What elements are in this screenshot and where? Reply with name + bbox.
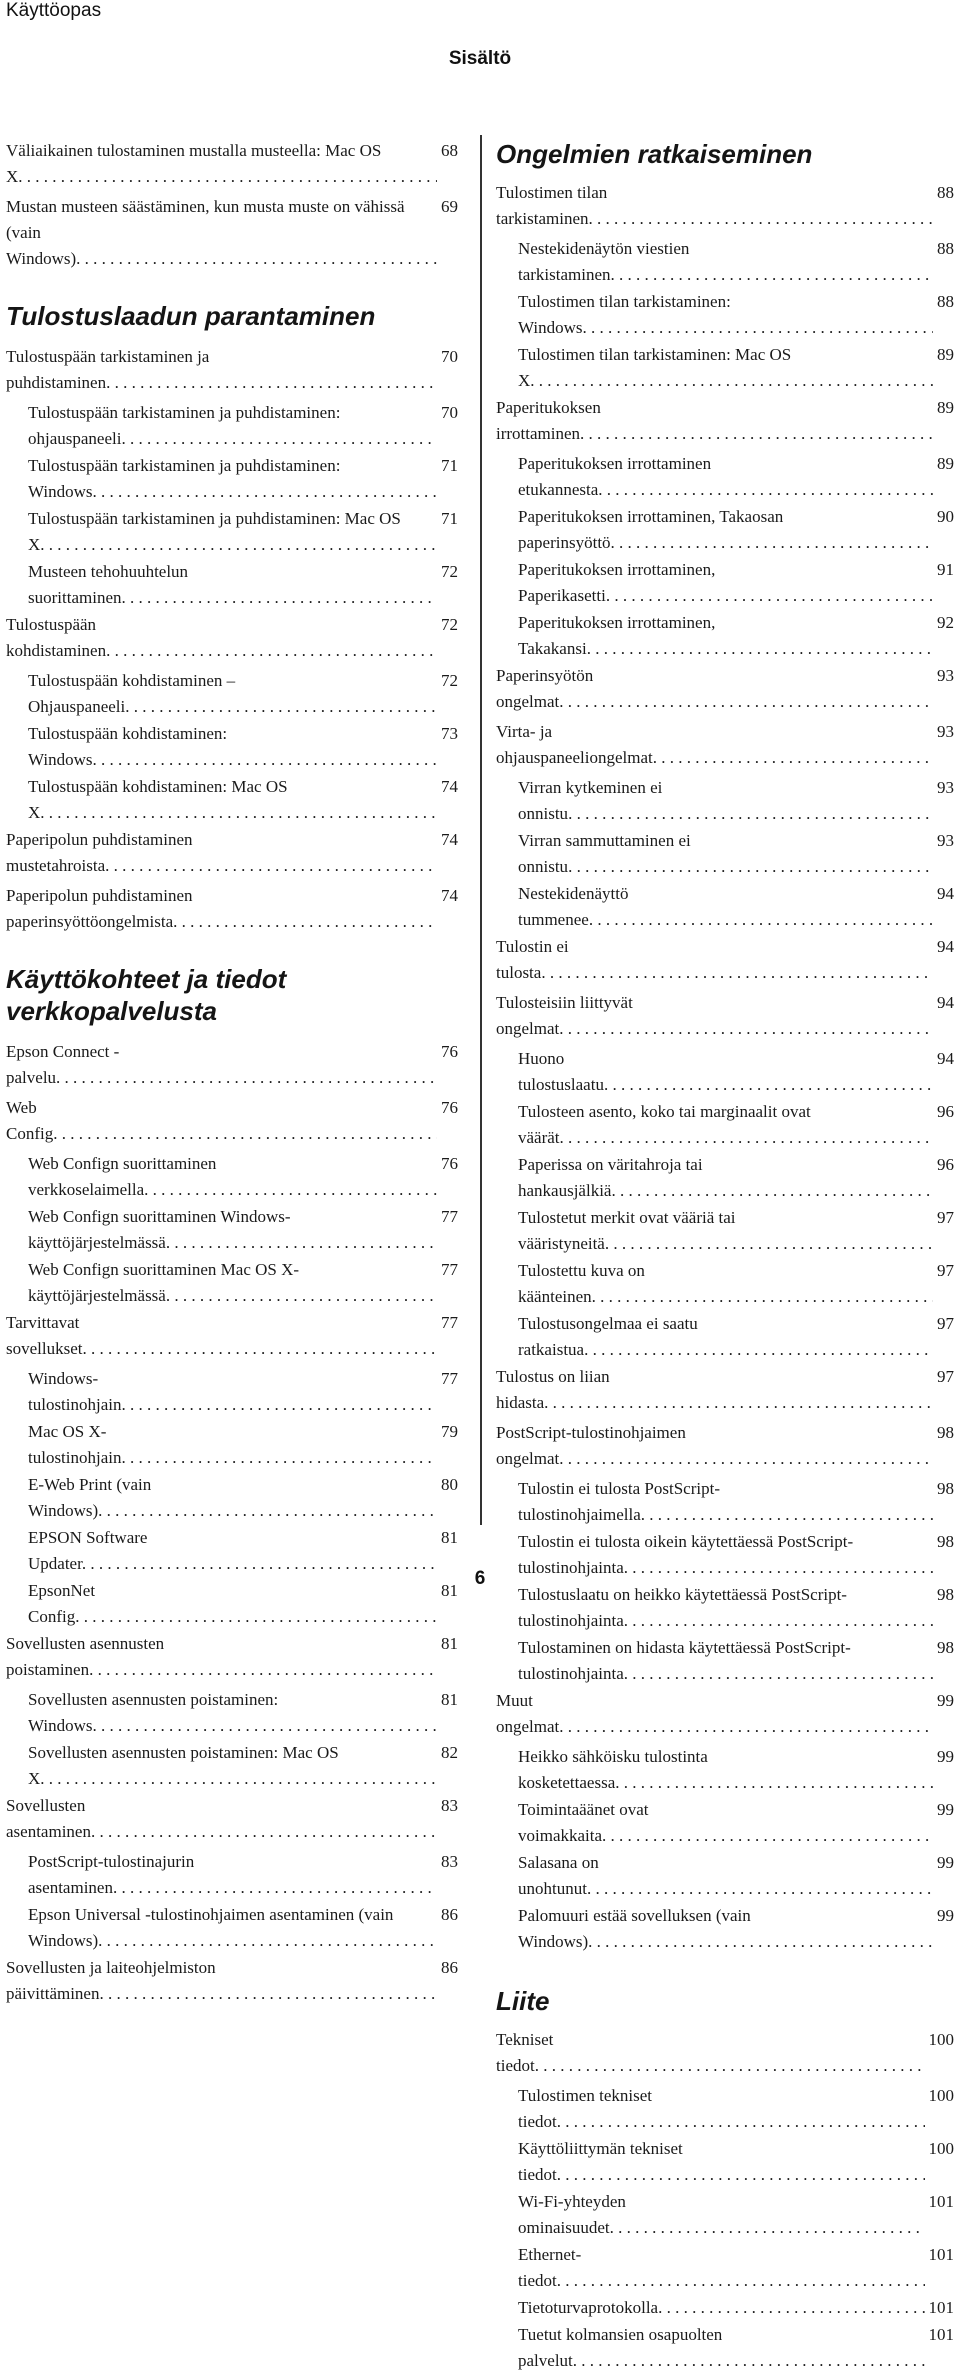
toc-entry-tulosteisiin-liittyvat-ongelmat[interactable] — [496, 990, 954, 1042]
toc-entry-title: Paperissa on väritahroja tai hankausjälkiä — [518, 1155, 703, 1200]
toc-entry-title: PostScript-tulostinajurin asentaminen — [28, 1852, 195, 1897]
dot-leader — [559, 1717, 933, 1736]
toc-entry-title: Sovellusten asentaminen — [6, 1796, 91, 1841]
dot-leader — [580, 424, 933, 443]
toc-entry-paperissa-on-varitahroja-tai-hankausjalkia[interactable] — [496, 1152, 954, 1204]
toc-entry-page: 93 — [933, 775, 954, 801]
toc-entry-palomuuri-estaa-sovelluksen-vain-windows[interactable] — [496, 1903, 954, 1955]
dot-leader — [587, 1879, 933, 1898]
section-heading-kayttokohteet-ja-tiedot-verkkopalvelusta: Käyttökohteet ja tiedot verkkopalvelusta — [6, 964, 287, 1026]
toc-entry-title: Windows-tulostinohjain — [28, 1369, 122, 1414]
toc-entry-paperitukoksen-irrottaminen-takaosan-paperinsyot[interactable] — [496, 504, 954, 556]
toc-entry-musteen-tehohuuhtelun-suorittaminen[interactable] — [6, 559, 458, 611]
toc-entry-page: 99 — [933, 1688, 954, 1714]
toc-entry-title: Väliaikainen tulostaminen mustalla musteella: Mac OS X — [6, 141, 382, 186]
toc-entry-page: 81 — [437, 1525, 458, 1551]
toc-entry-page: 94 — [933, 990, 954, 1016]
dot-leader — [604, 1075, 933, 1094]
toc-entry-page: 83 — [437, 1849, 458, 1875]
toc-entry-tulostimen-tilan-tarkistaminen-mac-os-x[interactable] — [496, 342, 954, 394]
toc-entry-title: Tulostusongelmaa ei saatu ratkaistua — [518, 1314, 698, 1359]
toc-entry-tarvittavat-sovellukset[interactable] — [6, 1310, 458, 1362]
toc-entry-title: Paperitukoksen irrottaminen, Takaosan paperinsyöttö — [518, 507, 784, 552]
toc-entry-page: 101 — [925, 2322, 955, 2348]
toc-entry-title: Tulostuspään kohdistaminen — [6, 615, 107, 660]
toc-entry-page: 100 — [925, 2027, 955, 2053]
dot-leader — [559, 1449, 933, 1468]
toc-entry-tuetut-kolmansien-osapuolten-palvelut[interactable] — [496, 2322, 954, 2374]
toc-entry-title: Web Confign suorittaminen Mac OS X-käyttöjärjestelmässä — [28, 1260, 300, 1305]
toc-entry-title: Huono tulostuslaatu — [518, 1049, 604, 1094]
dot-leader — [559, 1019, 933, 1038]
toc-entry-title: Tietoturvaprotokolla — [518, 2298, 659, 2317]
dot-leader — [589, 209, 933, 228]
toc-entry-paperitukoksen-irrottaminen-etukannesta[interactable] — [496, 451, 954, 503]
toc-entry-page: 97 — [933, 1258, 954, 1284]
toc-entry-title: Virran kytkeminen ei onnistu — [518, 778, 663, 823]
toc-entry-page: 69 — [437, 194, 458, 220]
toc-entry-title: Paperitukoksen irrottaminen, Takakansi — [518, 613, 716, 658]
toc-entry-title: Paperitukoksen irrottaminen etukannesta — [518, 454, 712, 499]
toc-entry-title: Mac OS X-tulostinohjain — [28, 1422, 122, 1467]
dot-leader — [658, 2298, 924, 2317]
toc-entry-tulostuspaan-tarkistaminen-ja-puhdistaminen-mac-[interactable] — [6, 506, 458, 558]
dot-leader — [568, 857, 933, 876]
dot-leader — [589, 910, 933, 929]
toc-entry-page: 94 — [933, 1046, 954, 1072]
dot-leader — [76, 249, 437, 268]
dot-leader — [173, 912, 437, 931]
toc-entry-tulostus-on-liian-hidasta[interactable] — [496, 1364, 954, 1416]
toc-entry-title: Tulosteen asento, koko tai marginaalit ovat väärät — [518, 1102, 811, 1147]
toc-entry-web-confign-suorittaminen-mac-os-x-kayttojarjest[interactable] — [6, 1257, 458, 1309]
dot-leader — [89, 1660, 437, 1679]
toc-entry-tulostetut-merkit-ovat-vaaria-tai-vaaristyneita[interactable] — [496, 1205, 954, 1257]
dot-leader — [105, 856, 437, 875]
toc-entry-title: Tulostettu kuva on käänteinen — [518, 1261, 645, 1306]
toc-entry-page: 93 — [933, 663, 954, 689]
toc-entry-title: Tulostuspään tarkistaminen ja puhdistaminen — [6, 347, 210, 392]
dot-leader — [40, 535, 437, 554]
toc-entry-title: Mustan musteen säästäminen, kun musta muste on vähissä (vain Windows) — [6, 197, 405, 268]
toc-entry-page: 83 — [437, 1793, 458, 1819]
toc-entry-page: 77 — [437, 1257, 458, 1283]
toc-entry-page: 79 — [437, 1419, 458, 1445]
toc-entry-page: 72 — [437, 612, 458, 638]
toc-entry-sovellusten-asennusten-poistaminen[interactable] — [6, 1631, 458, 1683]
toc-entry-page: 80 — [437, 1472, 458, 1498]
dot-leader — [624, 1664, 933, 1683]
toc-entry-page: 99 — [933, 1850, 954, 1876]
toc-entry-page: 89 — [933, 395, 954, 421]
toc-entry-page: 70 — [437, 400, 458, 426]
dot-leader — [584, 1340, 933, 1359]
toc-entry-page: 74 — [437, 883, 458, 909]
toc-entry-paperitukoksen-irrottaminen-paperikasetti[interactable] — [496, 557, 954, 609]
toc-entry-page: 90 — [933, 504, 954, 530]
toc-entry-page: 98 — [933, 1476, 954, 1502]
dot-leader — [166, 1286, 437, 1305]
toc-entry-page: 94 — [933, 881, 954, 907]
toc-entry-tulostin-ei-tulosta-postscript-tulostinohjaimell[interactable] — [496, 1476, 954, 1528]
toc-entry-page: 93 — [933, 828, 954, 854]
toc-entry-valiaikainen-tulostaminen-mustalla-musteella-mac[interactable] — [6, 138, 458, 190]
dot-leader — [122, 1395, 438, 1414]
toc-entry-tulostin-ei-tulosta[interactable] — [496, 934, 954, 986]
toc-entry-title: Tulostin ei tulosta — [496, 937, 569, 982]
toc-entry-page: 96 — [933, 1099, 954, 1125]
dot-leader — [587, 639, 933, 658]
toc-entry-tulostuspaan-kohdistaminen[interactable] — [6, 612, 458, 664]
toc-entry-tulosteen-asento-koko-tai-marginaalit-ovat-vaara[interactable] — [496, 1099, 954, 1151]
dot-leader — [611, 533, 933, 552]
toc-entry-page: 72 — [437, 559, 458, 585]
toc-entry-page: 99 — [933, 1744, 954, 1770]
toc-entry-page: 70 — [437, 344, 458, 370]
toc-entry-page: 99 — [933, 1903, 954, 1929]
dot-leader — [99, 1984, 437, 2003]
dot-leader — [559, 692, 933, 711]
toc-entry-tulostuspaan-kohdistaminen-ohjauspaneeli[interactable] — [6, 668, 458, 720]
toc-entry-page: 81 — [437, 1687, 458, 1713]
toc-entry-heikko-sahkoisku-tulostinta-kosketettaessa[interactable] — [496, 1744, 954, 1796]
dot-leader — [83, 1339, 438, 1358]
toc-entry-sovellusten-asentaminen[interactable] — [6, 1793, 458, 1845]
toc-entry-title: Wi-Fi-yhteyden ominaisuudet — [518, 2192, 626, 2237]
toc-entry-kayttoliittyman-tekniset-tiedot[interactable] — [496, 2136, 954, 2188]
toc-entry-title: Tulostaminen on hidasta käytettäessä PostScript-tulostinohjainta — [518, 1638, 851, 1683]
toc-entry-page: 101 — [925, 2189, 955, 2215]
toc-entry-muut-ongelmat[interactable] — [496, 1688, 954, 1740]
dot-leader — [92, 1716, 437, 1735]
toc-entry-title: Paperinsyötön ongelmat — [496, 666, 594, 711]
toc-entry-page: 76 — [437, 1151, 458, 1177]
toc-entry-title: Tulostetut merkit ovat vääriä tai vääristyneitä — [518, 1208, 736, 1253]
toc-entry-page: 86 — [437, 1902, 458, 1928]
dot-leader — [75, 1607, 437, 1626]
toc-entry-title: Paperipolun puhdistaminen paperinsyöttöongelmista — [6, 886, 193, 931]
dot-leader — [588, 1932, 933, 1951]
toc-entry-title: Salasana on unohtunut — [518, 1853, 599, 1898]
toc-entry-title: Virta- ja ohjauspaneeliongelmat — [496, 722, 653, 767]
toc-entry-toimintaaanet-ovat-voimakkaita[interactable] — [496, 1797, 954, 1849]
toc-entry-e-web-print-vain-windows[interactable] — [6, 1472, 458, 1524]
toc-entry-epson-connect-palvelu[interactable] — [6, 1039, 458, 1091]
dot-leader — [40, 1769, 437, 1788]
toc-entry-title: Muut ongelmat — [496, 1691, 560, 1736]
toc-entry-title: Sovellusten asennusten poistaminen: Mac OS X — [28, 1743, 339, 1788]
toc-left-column — [6, 138, 458, 2011]
dot-leader — [592, 1287, 933, 1306]
toc-entry-paperitukoksen-irrottaminen[interactable] — [496, 395, 954, 447]
toc-entry-page: 100 — [925, 2083, 955, 2109]
dot-leader — [56, 1068, 437, 1087]
dot-leader — [557, 2112, 925, 2131]
guide-title: Käyttöopas — [6, 0, 102, 21]
toc-entry-epson-universal-tulostinohjaimen-asentaminen-vai[interactable] — [6, 1902, 458, 1954]
toc-entry-virta-ja-ohjauspaneeliongelmat[interactable] — [496, 719, 954, 771]
toc-right-column — [496, 138, 954, 2375]
dot-leader — [121, 429, 437, 448]
toc-entry-page: 74 — [437, 827, 458, 853]
dot-leader — [122, 1448, 438, 1467]
dot-leader — [92, 750, 437, 769]
toc-entry-page: 97 — [933, 1311, 954, 1337]
toc-entry-page: 89 — [933, 451, 954, 477]
dot-leader — [53, 1124, 437, 1143]
toc-entry-title: Nestekidenäytön viestien tarkistaminen — [518, 239, 690, 284]
toc-entry-page: 101 — [925, 2295, 955, 2321]
toc-entry-page: 89 — [933, 342, 954, 368]
dot-leader — [18, 167, 437, 186]
toc-entry-title: Sovellusten asennusten poistaminen: Windows — [28, 1690, 279, 1735]
toc-entry-web-confign-suorittaminen-windows-kayttojarjeste[interactable] — [6, 1204, 458, 1256]
toc-entry-title: PostScript-tulostinohjaimen ongelmat — [496, 1423, 686, 1468]
toc-entry-title: Tulostuspään tarkistaminen ja puhdistaminen: Windows — [28, 456, 341, 501]
toc-entry-title: Nestekidenäyttö tummenee — [518, 884, 629, 929]
toc-entry-paperinsyoton-ongelmat[interactable] — [496, 663, 954, 715]
section-heading-ongelmien-ratkaiseminen: Ongelmien ratkaiseminen — [496, 139, 813, 169]
toc-entry-page: 98 — [933, 1635, 954, 1661]
toc-entry-title: Tulostin ei tulosta oikein käytettäessä PostScript-tulostinohjainta — [518, 1532, 854, 1577]
toc-entry-tekniset-tiedot[interactable] — [496, 2027, 954, 2079]
toc-entry-page: 94 — [933, 934, 954, 960]
toc-entry-mac-os-x-tulostinohjain[interactable] — [6, 1419, 458, 1471]
dot-leader — [641, 1505, 933, 1524]
toc-entry-tietoturvaprotokolla[interactable] — [496, 2295, 954, 2321]
toc-entry-sovellusten-ja-laiteohjelmiston-paivittaminen[interactable] — [6, 1955, 458, 2007]
toc-entry-paperitukoksen-irrottaminen-takakansi[interactable] — [496, 610, 954, 662]
dot-leader — [611, 1181, 933, 1200]
toc-entry-title: Tulostuspään kohdistaminen – Ohjauspaneeli — [28, 671, 236, 716]
toc-entry-sovellusten-asennusten-poistaminen-windows[interactable] — [6, 1687, 458, 1739]
toc-entry-page: 82 — [437, 1740, 458, 1766]
dot-leader — [98, 1501, 437, 1520]
dot-leader — [573, 2351, 925, 2370]
toc-entry-wi-fi-yhteyden-ominaisuudet[interactable] — [496, 2189, 954, 2241]
toc-entry-title: Tulostuspään kohdistaminen: Mac OS X — [28, 777, 288, 822]
toc-entry-sovellusten-asennusten-poistaminen-mac-os-x[interactable] — [6, 1740, 458, 1792]
section-heading-tulostuslaadun-parantaminen: Tulostuslaadun parantaminen — [6, 301, 376, 331]
toc-entry-title: Web Confign suorittaminen Windows-käyttöjärjestelmässä — [28, 1207, 291, 1252]
toc-entry-title: Tulostimen tilan tarkistaminen: Mac OS X — [518, 345, 792, 390]
toc-entry-title: Sovellusten ja laiteohjelmiston päivittäminen — [6, 1958, 216, 2003]
toc-entry-title: Virran sammuttaminen ei onnistu — [518, 831, 691, 876]
toc-entry-title: Tarvittavat sovellukset — [6, 1313, 83, 1358]
toc-entry-title: Epson Universal -tulostinohjaimen asentaminen (vain Windows) — [28, 1905, 394, 1950]
toc-entry-page: 98 — [933, 1529, 954, 1555]
toc-entry-mustan-musteen-saastaminen-kun-musta-muste-on-va[interactable] — [6, 194, 458, 272]
toc-entry-page: 68 — [437, 138, 458, 164]
section-title: Sisältö — [448, 48, 512, 69]
toc-entry-page: 99 — [933, 1797, 954, 1823]
toc-entry-postscript-tulostinohjaimen-ongelmat[interactable] — [496, 1420, 954, 1472]
toc-entry-title: E-Web Print (vain Windows) — [28, 1475, 152, 1520]
toc-entry-postscript-tulostinajurin-asentaminen[interactable] — [6, 1849, 458, 1901]
dot-leader — [615, 1773, 933, 1792]
dot-leader — [568, 804, 933, 823]
dot-leader — [544, 1393, 933, 1412]
toc-entry-tulostuspaan-kohdistaminen-mac-os-x[interactable] — [6, 774, 458, 826]
toc-entry-title: Epson Connect -palvelu — [6, 1042, 120, 1087]
dot-leader — [557, 2271, 925, 2290]
toc-entry-paperipolun-puhdistaminen-mustetahroista[interactable] — [6, 827, 458, 879]
toc-entry-web-confign-suorittaminen-verkkoselaimella[interactable] — [6, 1151, 458, 1203]
dot-leader — [560, 1128, 933, 1147]
toc-entry-tulostuspaan-tarkistaminen-ja-puhdistaminen-wind[interactable] — [6, 453, 458, 505]
column-divider — [480, 135, 482, 1525]
toc-entry-title: Tulostimen tilan tarkistaminen — [496, 183, 608, 228]
toc-entry-page: 77 — [437, 1310, 458, 1336]
toc-entry-page: 81 — [437, 1578, 458, 1604]
toc-entry-tulostuspaan-kohdistaminen-windows[interactable] — [6, 721, 458, 773]
dot-leader — [606, 586, 933, 605]
toc-entry-page: 71 — [437, 453, 458, 479]
toc-entry-salasana-on-unohtunut[interactable] — [496, 1850, 954, 1902]
dot-leader — [557, 2165, 925, 2184]
toc-entry-title: Paperitukoksen irrottaminen — [496, 398, 601, 443]
toc-entry-ethernet-tiedot[interactable] — [496, 2242, 954, 2294]
dot-leader — [610, 2218, 925, 2237]
toc-entry-windows-tulostinohjain[interactable] — [6, 1366, 458, 1418]
toc-entry-tulostimen-tekniset-tiedot[interactable] — [496, 2083, 954, 2135]
toc-entry-page: 97 — [933, 1364, 954, 1390]
toc-entry-title: Paperitukoksen irrottaminen, Paperikasetti — [518, 560, 716, 605]
dot-leader — [125, 697, 437, 716]
toc-entry-tulostettu-kuva-on-kaanteinen[interactable] — [496, 1258, 954, 1310]
toc-entry-page: 101 — [925, 2242, 955, 2268]
toc-entry-title: Tulostuspään tarkistaminen ja puhdistaminen: ohjauspaneeli — [28, 403, 341, 448]
dot-leader — [144, 1180, 437, 1199]
toc-entry-web-config[interactable] — [6, 1095, 458, 1147]
toc-entry-page: 91 — [933, 557, 954, 583]
dot-leader — [605, 1234, 933, 1253]
toc-entry-title: Tulosteisiin liittyvät ongelmat — [496, 993, 633, 1038]
toc-entry-page: 88 — [933, 289, 954, 315]
toc-entry-page: 88 — [933, 236, 954, 262]
dot-leader — [598, 480, 933, 499]
dot-leader — [166, 1233, 437, 1252]
toc-entry-tulostusongelmaa-ei-saatu-ratkaistua[interactable] — [496, 1311, 954, 1363]
toc-entry-virran-kytkeminen-ei-onnistu[interactable] — [496, 775, 954, 827]
toc-entry-page: 92 — [933, 610, 954, 636]
dot-leader — [624, 1611, 933, 1630]
toc-entry-title: Web Confign suorittaminen verkkoselaimella — [28, 1154, 217, 1199]
toc-entry-title: Ethernet-tiedot — [518, 2245, 582, 2290]
dot-leader — [40, 803, 437, 822]
toc-entry-tulostimen-tilan-tarkistaminen[interactable] — [496, 180, 954, 232]
toc-entry-page: 98 — [933, 1420, 954, 1446]
toc-entry-title: Palomuuri estää sovelluksen (vain Windows) — [518, 1906, 751, 1951]
dot-leader — [98, 1931, 437, 1950]
toc-entry-title: Käyttöliittymän tekniset tiedot — [518, 2139, 683, 2184]
dot-leader — [541, 963, 933, 982]
toc-entry-tulostuspaan-tarkistaminen-ja-puhdistaminen[interactable] — [6, 344, 458, 396]
toc-entry-title: Tuetut kolmansien osapuolten palvelut — [518, 2325, 723, 2370]
toc-entry-title: EpsonNet Config — [28, 1581, 96, 1626]
toc-entry-title: Tulostimen tilan tarkistaminen: Windows — [518, 292, 731, 337]
toc-entry-page: 98 — [933, 1582, 954, 1608]
toc-entry-paperipolun-puhdistaminen-paperinsyottoongelmist[interactable] — [6, 883, 458, 935]
dot-leader — [602, 1826, 933, 1845]
dot-leader — [582, 318, 933, 337]
toc-entry-page: 77 — [437, 1204, 458, 1230]
toc-entry-page: 97 — [933, 1205, 954, 1231]
toc-entry-page: 77 — [437, 1366, 458, 1392]
toc-entry-page: 86 — [437, 1955, 458, 1981]
toc-entry-page: 74 — [437, 774, 458, 800]
toc-entry-virran-sammuttaminen-ei-onnistu[interactable] — [496, 828, 954, 880]
toc-entry-page: 93 — [933, 719, 954, 745]
dot-leader — [535, 2056, 925, 2075]
toc-entry-tulostaminen-on-hidasta-kaytettaessa-postscript-[interactable] — [496, 1635, 954, 1687]
toc-entry-title: Tulostuslaatu on heikko käytettäessä PostScript-tulostinohjainta — [518, 1585, 847, 1630]
toc-entry-title: Sovellusten asennusten poistaminen — [6, 1634, 165, 1679]
dot-leader — [92, 482, 437, 501]
toc-entry-title: Paperipolun puhdistaminen mustetahroista — [6, 830, 193, 875]
dot-leader — [121, 588, 437, 607]
toc-entry-page: 71 — [437, 506, 458, 532]
toc-entry-title: Tulostuspään tarkistaminen ja puhdistaminen: Mac OS X — [28, 509, 401, 554]
toc-entry-title: Tulostuspään kohdistaminen: Windows — [28, 724, 228, 769]
dot-leader — [653, 748, 933, 767]
section-heading-liite: Liite — [496, 1986, 550, 2016]
dot-leader — [611, 265, 933, 284]
toc-entry-title: Tulostin ei tulosta PostScript-tulostinohjaimella — [518, 1479, 720, 1524]
toc-entry-page: 88 — [933, 180, 954, 206]
toc-entry-title: EPSON Software Updater — [28, 1528, 148, 1573]
dot-leader — [106, 641, 437, 660]
toc-entry-title: Heikko sähköisku tulostinta kosketettaessa — [518, 1747, 708, 1792]
toc-entry-title: Musteen tehohuuhtelun suorittaminen — [28, 562, 189, 607]
toc-entry-page: 76 — [437, 1039, 458, 1065]
toc-entry-page: 73 — [437, 721, 458, 747]
toc-entry-title: Toimintaäänet ovat voimakkaita — [518, 1800, 649, 1845]
toc-entry-tulostimen-tilan-tarkistaminen-windows[interactable] — [496, 289, 954, 341]
toc-entry-nestekidenayton-viestien-tarkistaminen[interactable] — [496, 236, 954, 288]
dot-leader — [106, 373, 437, 392]
page-number: 6 — [474, 1568, 486, 1589]
toc-entry-huono-tulostuslaatu[interactable] — [496, 1046, 954, 1098]
toc-entry-page: 72 — [437, 668, 458, 694]
dot-leader — [91, 1822, 437, 1841]
toc-entry-page: 96 — [933, 1152, 954, 1178]
toc-entry-tulostuspaan-tarkistaminen-ja-puhdistaminen-ohja[interactable] — [6, 400, 458, 452]
toc-entry-page: 76 — [437, 1095, 458, 1121]
dot-leader — [113, 1878, 437, 1897]
toc-entry-nestekidenaytto-tummenee[interactable] — [496, 881, 954, 933]
toc-entry-title: Tulostus on liian hidasta — [496, 1367, 610, 1412]
toc-entry-page: 100 — [925, 2136, 955, 2162]
toc-entry-title: Tekniset tiedot — [496, 2030, 554, 2075]
toc-entry-title: Tulostimen tekniset tiedot — [518, 2086, 652, 2131]
toc-entry-title: Web Config — [6, 1098, 54, 1143]
dot-leader — [530, 371, 933, 390]
toc-entry-page: 81 — [437, 1631, 458, 1657]
